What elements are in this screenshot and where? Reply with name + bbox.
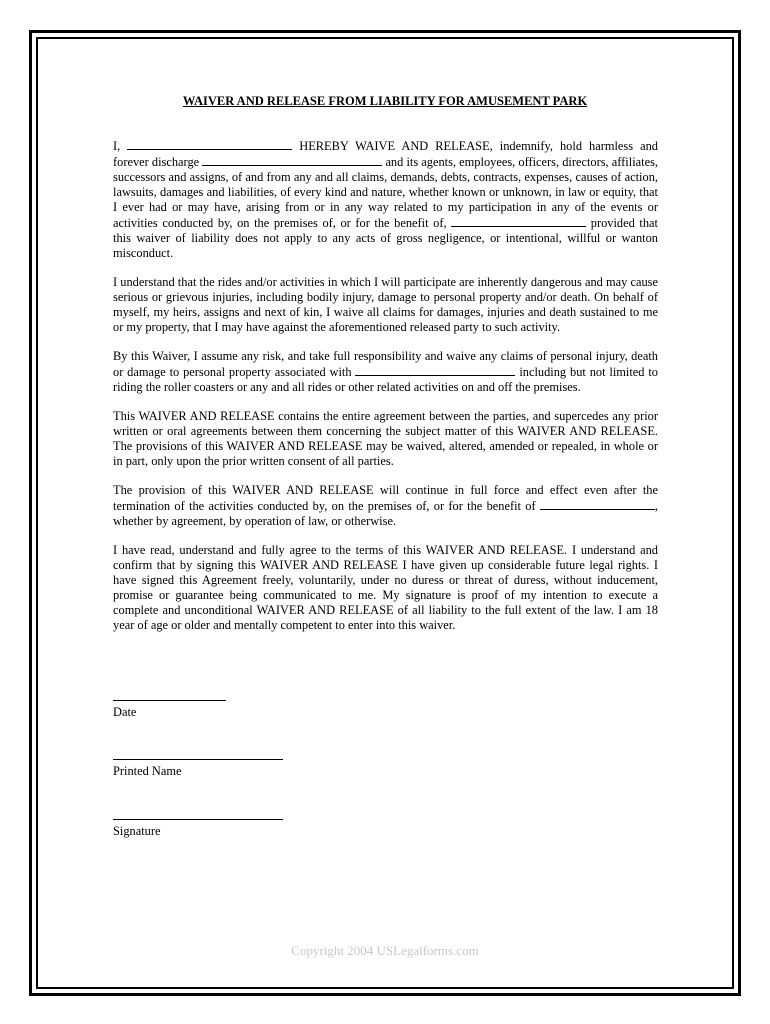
paragraph-risks: I understand that the rides and/or activities in which I will participate are inherently dangerous and may cause serious or grievous injuries, including bodily injury, damage to personal property and/or death. On behalf of myself, my heirs, assigns and next of kin, I waive all claims for damages, injuries and death sustained to me or my property, that I may have against the aforementioned released party to such activity.	[113, 275, 658, 334]
paragraph-continuation	[113, 483, 658, 529]
signature-block	[113, 809, 283, 839]
printed-name-label: Printed Name	[113, 764, 182, 778]
document-title: WAIVER AND RELEASE FROM LIABILITY FOR AMUSEMENT PARK	[182, 94, 588, 108]
signature-line[interactable]	[113, 819, 283, 820]
paragraph-entire-agreement: This WAIVER AND RELEASE contains the entire agreement between the parties, and supercedes any prior written or oral agreements between them concerning the subject matter of this WAIVER AND RELEASE. The provisions of this WAIVER AND RELEASE may be waived, altered, amended or repealed, in whole or in part, only upon the prior written consent of all parties.	[113, 409, 658, 468]
copyright-footer: Copyright 2004 USLegalforms.com	[291, 943, 479, 958]
paragraph-waiver	[113, 138, 658, 261]
benefit-party-field[interactable]	[451, 215, 586, 227]
paragraph-assumption	[113, 349, 658, 395]
p1-text-c: and its agents, employees, officers, directors, affiliates, successors and assigns, of and from any and all claims, demands, debts, contracts, expenses, causes of action, lawsuits, damages and liabilities, of every kind and nature, whether known or unknown, in law or equity, that I ever had or may have, arising from or in any way related to my participation in any of the events or activities conducted by, on the premises of, or for the benefit of,	[113, 155, 658, 230]
p1-text-d: provided that this waiver of liability does not apply to any acts of gross negligence, or intentional, willful or wanton misconduct.	[113, 216, 658, 260]
date-label: Date	[113, 705, 137, 719]
printed-name-line[interactable]	[113, 759, 283, 760]
continuation-party-field[interactable]	[540, 498, 655, 510]
p3-text-a: By this Waiver, I assume any risk, and take full responsibility and waive any claims of personal injury, death or damage to personal property associated with	[113, 349, 658, 379]
associated-party-field[interactable]	[355, 364, 515, 376]
p1-text-b: HEREBY WAIVE AND RELEASE, indemnify, hold harmless and forever discharge	[113, 139, 658, 169]
document-body	[113, 138, 658, 647]
released-party-field[interactable]	[202, 154, 382, 166]
paragraph-acknowledgement: I have read, understand and fully agree to the terms of this WAIVER AND RELEASE. I understand and confirm that by signing this WAIVER AND RELEASE I have given up considerable future legal rights. I have signed this Agreement freely, voluntarily, under no duress or threat of duress, without inducement, promise or guarantee being communicated to me. My signature is proof of my intention to execute a complete and unconditional WAIVER AND RELEASE of all liability to the full extent of the law. I am 18 year of age or older and mentally competent to enter into this waiver.	[113, 543, 658, 632]
printed-name-block	[113, 749, 283, 779]
p1-text-a: I,	[113, 139, 121, 153]
date-block	[113, 690, 226, 720]
releasor-name-field[interactable]	[127, 138, 292, 150]
p5-text-a: The provision of this WAIVER AND RELEASE will continue in full force and effect even after the termination of the activities conducted by, on the premises of, or for the benefit of	[113, 483, 658, 513]
p3-text-b: including but not limited to riding the roller coasters or any and all rides or other related activities on and off the premises.	[113, 365, 658, 394]
p5-text-c: whether by agreement, by operation of law, or otherwise.	[113, 514, 397, 528]
signature-label: Signature	[113, 824, 161, 838]
p5-text-b: ,	[654, 499, 658, 513]
date-line[interactable]	[113, 700, 226, 701]
